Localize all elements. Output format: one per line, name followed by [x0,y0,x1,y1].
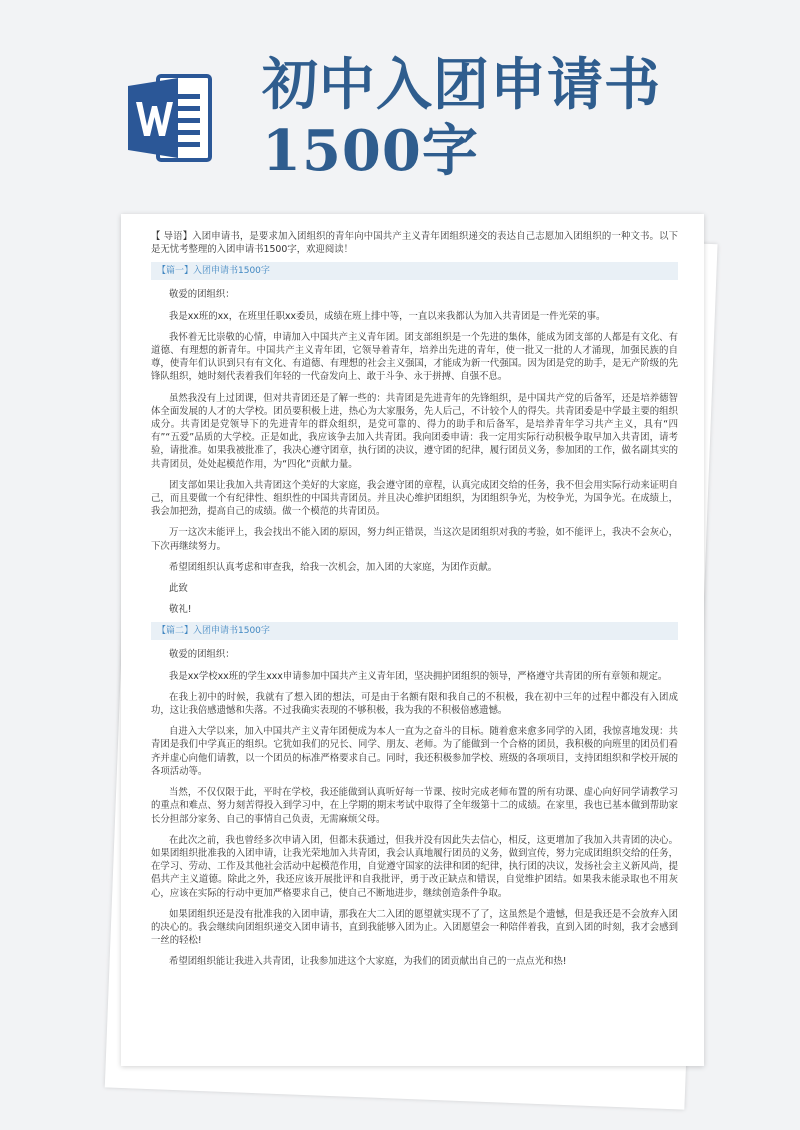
paragraph: 如果团组织还是没有批准我的入团申请，那我在大二入团的愿望就实现不了了，这虽然是个遗憾，但是我还是不会放弃入团的决心的。我会继续向团组织递交入团申请书，直到我能够入团为止。入团愿望会一种陪伴着我，直到入团的时刻，我才会感到一丝的轻松! [151,908,678,947]
paragraph: 虽然我没有上过团课，但对共青团还是了解一些的：共青团是先进青年的先锋组织，是中国共产党的后备军，还是培养德智体全面发展的人才的大学校。团员要积极上进，热心为大家服务，先人后己，不计较个人的得失。共青团委是中学最主要的组织成分。共青团是党领导下的先进青年的群众组织，是党可靠的、得力的助手和后备军，是培养青年学习共产主义，具有“四有”“五爱”品质的大学校。正是如此，我应该争去加入共青团。我向团委申请：我一定用实际行动积极争取早加入共青团，请考验，请批准。如果我被批准了，我决心遵守团章，执行团的决议，遵守团的纪律，履行团员义务，参加团的工作，做名副其实的共青团员，处处起模范作用，为“四化”贡献力量。 [151,392,678,470]
paragraph: 当然，不仅仅限于此，平时在学校，我还能做到认真听好每一节课、按时完成老师布置的所有功课、虚心向好同学请教学习的重点和难点、努力刻苦得投入到学习中，在上学期的期末考试中取得了全年级第十二的成绩。在家里，我也已基本做到帮助家长分担部分家务、自己的事情自己负责，无需麻烦父母。 [151,787,678,825]
word-document-icon [128,72,214,164]
paragraph: 我是xx学校xx班的学生xxx申请参加中国共产主义青年团，坚决拥护团组织的领导，严格遵守共青团的所有章领和规定。 [169,670,668,682]
section-heading-1: 【篇一】入团申请书1500字 [151,262,678,280]
paragraph: 在此次之前，我也曾经多次申请入团，但都未获通过，但我并没有因此失去信心，相反，这更增加了我加入共青团的决心。如果团组织批准我的入团申请，让我光荣地加入共青团，我会认真地履行团员的义务，做到宣传，努力完成团组织交给的任务，在学习、劳动、工作及其他社会活动中起模范作用，自觉遵守国家的法律和团的纪律，执行团的决议，发扬社会主义新风尚，提倡共产主义道德。除此之外，我还应该开展批评和自我批评，勇于改正缺点和错误，自觉维护团结。如果我未能录取也不用灰心，应该在实际的行动中更加严格要求自己，使自己不断地进步，继续创造条件争取。 [151,834,678,899]
closing-line: 此致 [169,583,188,595]
section-heading-2: 【篇二】入团申请书1500字 [151,622,678,640]
document-page [121,214,704,1066]
paragraph: 我怀着无比崇敬的心情，申请加入中国共产主义青年团。团支部组织是一个先进的集体，能成为团支部的人都是有文化、有道德、有理想的新青年。中国共产主义青年团，它领导着青年，培养出先进的青年，使一批又一批的人才涌现，加强民族的自尊，使青年们认识到只有有文化、有道德、有理想的社会主义强国，才能成为新一代强国。因为团是党的助手，是无产阶级的先锋队组织，她时刻代表着我们年轻的一代奋发向上、敢于斗争、永于拼搏、自强不息。 [151,331,678,383]
paragraph: 希望团组织能让我进入共青团，让我参加进这个大家庭，为我们的团贡献出自己的一点点光和热! [169,956,567,968]
page-title: 初中入团申请书1500字 [262,52,661,184]
paragraph: 在我上初中的时候，我就有了想入团的想法，可是由于名额有限和我自己的不积极，我在初中三年的过程中都没有入团成功，这让我倍感遗憾和失落。不过我确实表现的不够积极，我为我的不积极倍感遗憾。 [151,691,678,717]
intro-text: 【 导语】入团申请书，是要求加入团组织的青年向中国共产主义青年团组织递交的表达自己志愿加入团组织的一种文书。以下是无忧考整理的入团申请书1500字，欢迎阅读！ [151,231,678,256]
paragraph: 我是xx班的xx，在班里任职xx委员，成绩在班上排中等，一直以来我都认为加入共青团是一件光荣的事。 [169,310,606,322]
paragraph: 希望团组织认真考虑和审查我，给我一次机会，加入团的大家庭，为团作贡献。 [169,561,498,573]
header [0,0,800,200]
paragraph: 万一这次未能评上，我会找出不能入团的原因，努力纠正错误，当这次是团组织对我的考验，如不能评上，我决不会灰心，下次再继续努力。 [151,527,678,552]
greeting-1: 敬爱的团组织： [169,289,235,301]
paragraph: 团支部如果让我加入共青团这个美好的大家庭，我会遵守团的章程，认真完成团交给的任务，我不但会用实际行动来证明自己，而且要做一个有纪律性、组织性的中国共青团员。并且决心维护团组织，为团组织争光，为校争光，为国争光。在成绩上，我会加把劲，提高自己的成绩。做一个模范的共青团员。 [151,479,678,518]
greeting-2: 敬爱的团组织： [169,649,235,661]
paragraph: 自进入大学以来，加入中国共产主义青年团便成为本人一直为之奋斗的目标。随着愈来愈多同学的入团，我惊喜地发现：共青团是我们中学真正的组织。它犹如我们的兄长、同学、朋友、老师。为了能做到一个合格的团员，我积极的向班里的团员们看齐并虚心向他们请教，以一个团员的标准严格要求自己。同时，我还积极参加学校、班级的各项项目，支持团组织和学校开展的各项活动等。 [151,726,678,777]
closing-line: 敬礼! [169,604,192,616]
